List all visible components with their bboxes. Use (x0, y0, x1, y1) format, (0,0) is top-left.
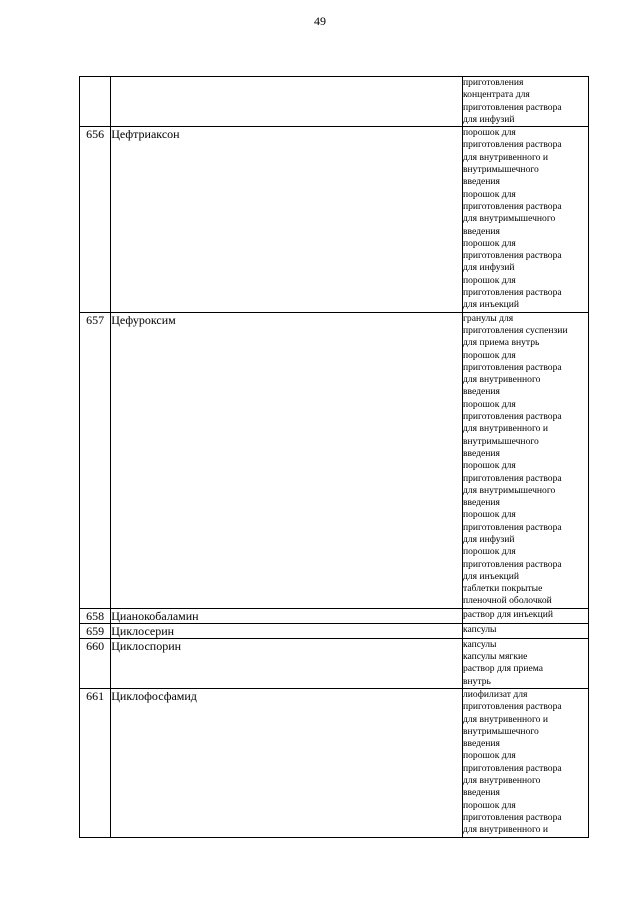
dosage-form-line: введения (462, 447, 500, 459)
dosage-form-line: для внутривенного и (462, 151, 548, 163)
dosage-form-line: приготовления раствора (462, 139, 562, 151)
dosage-forms (462, 623, 588, 638)
dosage-forms (462, 608, 588, 623)
table-row (80, 688, 589, 837)
drug-name (111, 77, 463, 127)
dosage-forms (462, 688, 588, 837)
dosage-form-line: приготовления раствора (462, 101, 562, 113)
dosage-form-line: для внутривенного (462, 775, 541, 787)
dosage-form-line: порошок для (462, 750, 516, 762)
dosage-form-line: для инъекций (462, 299, 520, 311)
dosage-form-line: приготовления раствора (462, 701, 562, 713)
dosage-form-line: для инъекций (462, 570, 520, 582)
dosage-form-line: порошок для (462, 460, 516, 472)
dosage-form-line: приготовления раствора (462, 200, 562, 212)
dosage-form-line: порошок для (462, 127, 516, 139)
drug-name: Цефуроксим (111, 312, 463, 608)
dosage-form-line: капсулы мягкие (462, 651, 528, 663)
dosage-form-line: приготовления раствора (462, 411, 562, 423)
drug-name: Цефтриаксон (111, 127, 463, 312)
dosage-form-line: введения (462, 225, 500, 237)
dosage-form-line: порошок для (462, 398, 516, 410)
table-row (80, 623, 589, 638)
page-number: 49 (314, 14, 326, 28)
dosage-form-line: приготовления раствора (462, 558, 562, 570)
dosage-form-line: порошок для (462, 349, 516, 361)
row-number: 658 (80, 608, 111, 623)
dosage-form-line: для внутримышечного (462, 484, 556, 496)
dosage-form-line: внутримышечного (462, 435, 539, 447)
dosage-forms (462, 77, 588, 127)
row-number: 660 (80, 638, 111, 688)
dosage-form-line: внутримышечного (462, 725, 539, 737)
dosage-form-line: гранулы для (462, 312, 514, 324)
table-row (80, 77, 589, 127)
table-row (80, 608, 589, 623)
dosage-form-line: приготовления раствора (462, 811, 562, 823)
dosage-forms (462, 127, 588, 312)
dosage-form-line: для внутримышечного (462, 213, 556, 225)
dosage-form-line: приготовления суспензии (462, 324, 568, 336)
dosage-form-line: введения (462, 787, 500, 799)
dosage-form-line: приготовления раствора (462, 762, 562, 774)
dosage-form-line: лиофилизат для (462, 688, 528, 700)
row-number (80, 77, 111, 127)
dosage-form-line: приготовления раствора (462, 521, 562, 533)
dosage-form-line: приготовления раствора (462, 361, 562, 373)
dosage-form-line: порошок для (462, 799, 516, 811)
dosage-form-line: порошок для (462, 509, 516, 521)
dosage-form-line: внутрь (462, 675, 491, 687)
drug-name: Циклофосфамид (111, 688, 463, 837)
dosage-form-line: для внутривенного и (462, 423, 548, 435)
dosage-form-line: порошок для (462, 237, 516, 249)
dosage-form-line: порошок для (462, 546, 516, 558)
drug-name: Циклоспорин (111, 638, 463, 688)
drug-name: Цианокобаламин (111, 608, 463, 623)
dosage-form-line: приготовления (462, 77, 524, 88)
dosage-form-line: для внутривенного и (462, 824, 548, 836)
dosage-form-line: для приема внутрь (462, 337, 540, 349)
dosage-form-line: приготовления раствора (462, 287, 562, 299)
table-row (80, 127, 589, 312)
dosage-form-line: введения (462, 497, 500, 509)
dosage-form-line: порошок для (462, 188, 516, 200)
dosage-form-line: приготовления раствора (462, 250, 562, 262)
dosage-form-line: капсулы (462, 623, 497, 635)
dosage-form-line: введения (462, 386, 500, 398)
row-number: 659 (80, 623, 111, 638)
row-number: 656 (80, 127, 111, 312)
dosage-form-line: внутримышечного (462, 164, 539, 176)
dosage-form-line: для внутривенного и (462, 713, 548, 725)
dosage-form-line: раствор для инъекций (462, 608, 553, 620)
dosage-form-line: для инфузий (462, 113, 515, 125)
dosage-form-line: таблетки покрытые (462, 583, 543, 595)
dosage-form-line: капсулы (462, 638, 497, 650)
dosage-form-line: введения (462, 738, 500, 750)
dosage-form-line: введения (462, 176, 500, 188)
table-row (80, 312, 589, 608)
dosage-form-line: порошок для (462, 274, 516, 286)
dosage-form-line: для инфузий (462, 262, 515, 274)
row-number: 657 (80, 312, 111, 608)
row-number: 661 (80, 688, 111, 837)
dosage-form-line: пленочной оболочкой (462, 595, 552, 607)
dosage-forms (462, 312, 588, 608)
drug-table (79, 76, 589, 838)
dosage-form-line: для инфузий (462, 533, 515, 545)
dosage-form-line: концентрата для (462, 89, 530, 101)
table-row (80, 638, 589, 688)
dosage-forms (462, 638, 588, 688)
dosage-form-line: раствор для приема (462, 663, 544, 675)
dosage-form-line: для внутривенного (462, 374, 541, 386)
drug-name: Циклосерин (111, 623, 463, 638)
dosage-form-line: приготовления раствора (462, 472, 562, 484)
